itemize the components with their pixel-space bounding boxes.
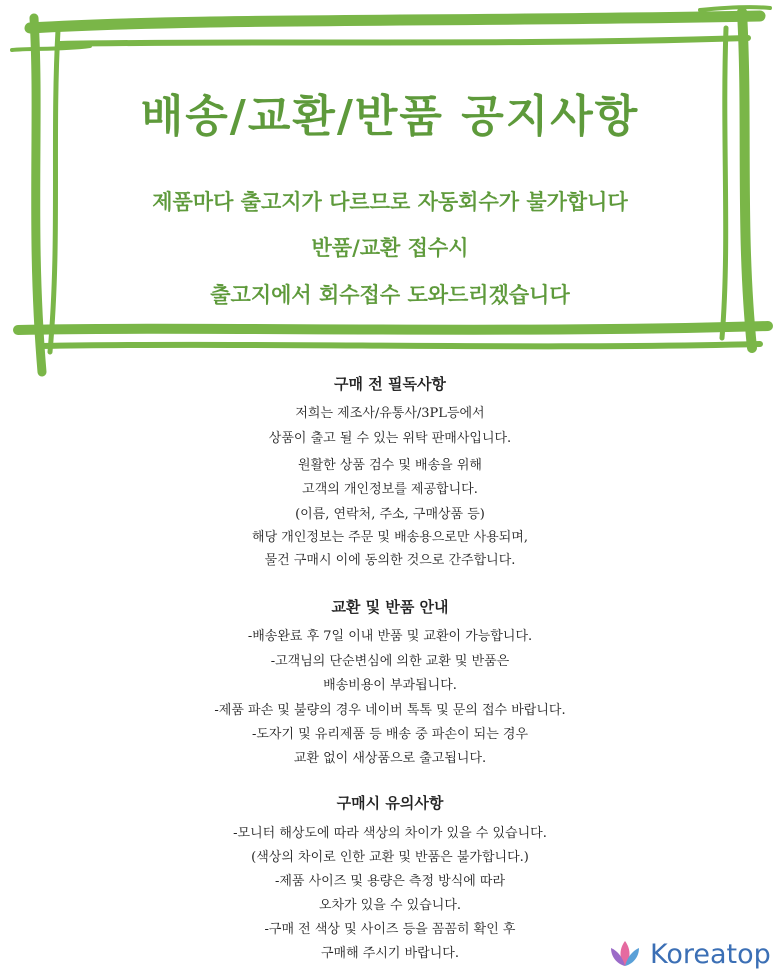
section-line: 교환 없이 새상품으로 출고됩니다.	[293, 751, 487, 766]
section-line: 저희는 제조사/유통사/3PL등에서	[295, 406, 485, 421]
section-line: -모니터 해상도에 따라 색상의 차이가 있을 수 있습니다.	[233, 826, 547, 841]
section-title-precheck: 구매 전 필독사항	[334, 375, 446, 393]
section-line: -구매 전 색상 및 사이즈 등을 꼼꼼히 확인 후	[264, 922, 516, 937]
section-line: -배송완료 후 7일 이내 반품 및 교환이 가능합니다.	[247, 629, 533, 644]
section-line: 배송비용이 부과됩니다.	[323, 678, 457, 693]
lotus-icon	[606, 939, 644, 969]
section-line: (이름, 연락처, 주소, 구매상품 등)	[295, 507, 485, 522]
section-line: 원활한 상품 검수 및 배송을 위해	[298, 458, 482, 473]
koreatop-logo	[606, 936, 771, 972]
section-line: 구매해 주시기 바랍니다.	[321, 946, 459, 961]
section-line: -제품 파손 및 불량의 경우 네이버 톡톡 및 문의 접수 바랍니다.	[214, 703, 566, 718]
section-line: (색상의 차이로 인한 교환 및 반품은 불가합니다.)	[251, 850, 529, 865]
notice-line-2: 반품/교환 접수시	[311, 236, 469, 260]
section-line: 고객의 개인정보를 제공합니다.	[302, 482, 478, 497]
page-title: 배송/교환/반품 공지사항	[140, 91, 640, 142]
section-title-purchase-caution: 구매시 유의사항	[336, 794, 444, 812]
section-line: 물건 구매시 이에 동의한 것으로 간주합니다.	[264, 553, 516, 568]
section-title-exchange-return: 교환 및 반품 안내	[331, 598, 449, 616]
section-line: -고객님의 단순변심에 의한 교환 및 반품은	[270, 654, 510, 669]
notice-line-1: 제품마다 출고지가 다르므로 자동회수가 불가합니다	[152, 190, 628, 214]
section-line: 상품이 출고 될 수 있는 위탁 판매사입니다.	[268, 431, 512, 446]
section-line: -도자기 및 유리제품 등 배송 중 파손이 되는 경우	[251, 727, 529, 742]
section-line: 오차가 있을 수 있습니다.	[318, 898, 462, 913]
logo-text: Koreatop	[650, 938, 771, 970]
notice-line-3: 출고지에서 회수접수 도와드리겠습니다	[210, 283, 570, 307]
section-line: 해당 개인정보는 주문 및 배송용으로만 사용되며,	[252, 530, 528, 545]
section-line: -제품 사이즈 및 용량은 측정 방식에 따라	[274, 874, 506, 889]
